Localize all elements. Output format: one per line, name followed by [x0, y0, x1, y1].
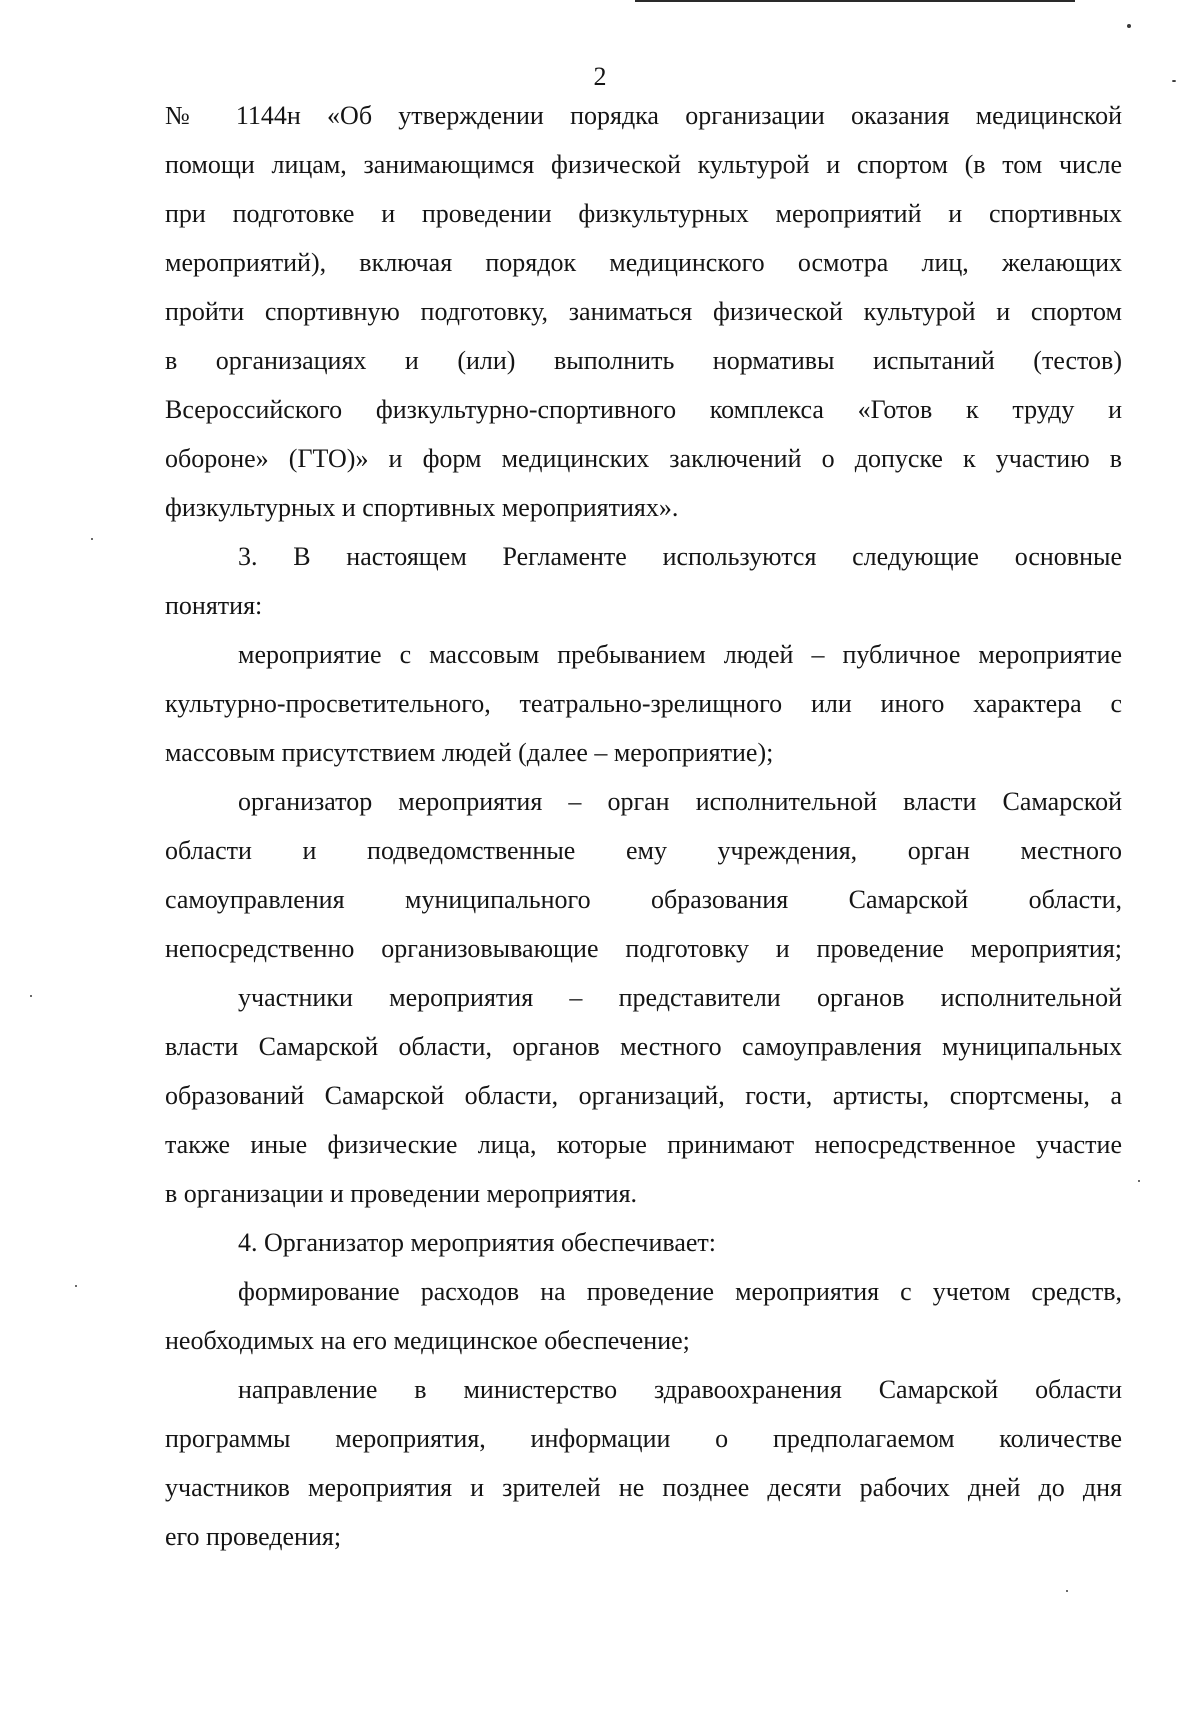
text-line: программы мероприятия, информации о предполагаемом количестве — [165, 1424, 1122, 1453]
text-line: в организациях и (или) выполнить нормативы испытаний (тестов) — [165, 346, 1122, 375]
text-line: понятия: — [165, 591, 263, 620]
text-line: образований Самарской области, организаций, гости, артисты, спортсмены, а — [165, 1081, 1122, 1110]
text-line: власти Самарской области, органов местного самоуправления муниципальных — [165, 1032, 1122, 1061]
text-line: также иные физические лица, которые принимают непосредственное участие — [165, 1130, 1122, 1159]
paragraph-first-line: направление в министерство здравоохранения Самарской области — [238, 1375, 1122, 1404]
text-line: № 1144н «Об утверждении порядка организации оказания медицинской — [165, 101, 1122, 130]
text-line: помощи лицам, занимающимся физической культурой и спортом (в том числе — [165, 150, 1122, 179]
paragraph-first-line: мероприятие с массовым пребыванием людей – публичное мероприятие — [238, 640, 1122, 669]
text-line: области и подведомственные ему учреждения, орган местного — [165, 836, 1122, 865]
scan-speck — [1172, 80, 1176, 82]
scan-speck — [1138, 1180, 1140, 1182]
text-line: физкультурных и спортивных мероприятиях». — [165, 493, 679, 522]
document-body — [165, 91, 1122, 1561]
text-line: участников мероприятия и зрителей не позднее десяти рабочих дней до дня — [165, 1473, 1122, 1502]
text-line: пройти спортивную подготовку, заниматься физической культурой и спортом — [165, 297, 1122, 326]
scan-speck — [75, 1285, 77, 1287]
paragraph-first-line: формирование расходов на проведение мероприятия с учетом средств, — [238, 1277, 1122, 1306]
paragraph-first-line: 4. Организатор мероприятия обеспечивает: — [238, 1228, 716, 1257]
text-line: Всероссийского физкультурно-спортивного комплекса «Готов к труду и — [165, 395, 1122, 424]
text-line: массовым присутствием людей (далее – мероприятие); — [165, 738, 774, 767]
page-number: 2 — [593, 62, 607, 91]
text-line: самоуправления муниципального образования Самарской области, — [165, 885, 1122, 914]
paragraph-first-line: 3. В настоящем Регламенте используются следующие основные — [238, 542, 1122, 571]
paragraph-first-line: организатор мероприятия – орган исполнительной власти Самарской — [238, 787, 1122, 816]
scan-edge-line — [635, 0, 1075, 2]
text-line: его проведения; — [165, 1522, 342, 1551]
scan-speck — [1066, 1590, 1068, 1592]
text-line: при подготовке и проведении физкультурных мероприятий и спортивных — [165, 199, 1122, 228]
text-line: в организации и проведении мероприятия. — [165, 1179, 638, 1208]
scan-speck — [1127, 24, 1131, 28]
paragraph-first-line: участники мероприятия – представители органов исполнительной — [238, 983, 1122, 1012]
scan-speck — [30, 995, 32, 997]
text-line: обороне» (ГТО)» и форм медицинских заключений о допуске к участию в — [165, 444, 1122, 473]
text-line: непосредственно организовывающие подготовку и проведение мероприятия; — [165, 934, 1122, 963]
text-line: мероприятий), включая порядок медицинского осмотра лиц, желающих — [165, 248, 1122, 277]
text-line: культурно-просветительного, театрально-зрелищного или иного характера с — [165, 689, 1122, 718]
scan-speck — [91, 538, 93, 540]
text-line: необходимых на его медицинское обеспечение; — [165, 1326, 690, 1355]
